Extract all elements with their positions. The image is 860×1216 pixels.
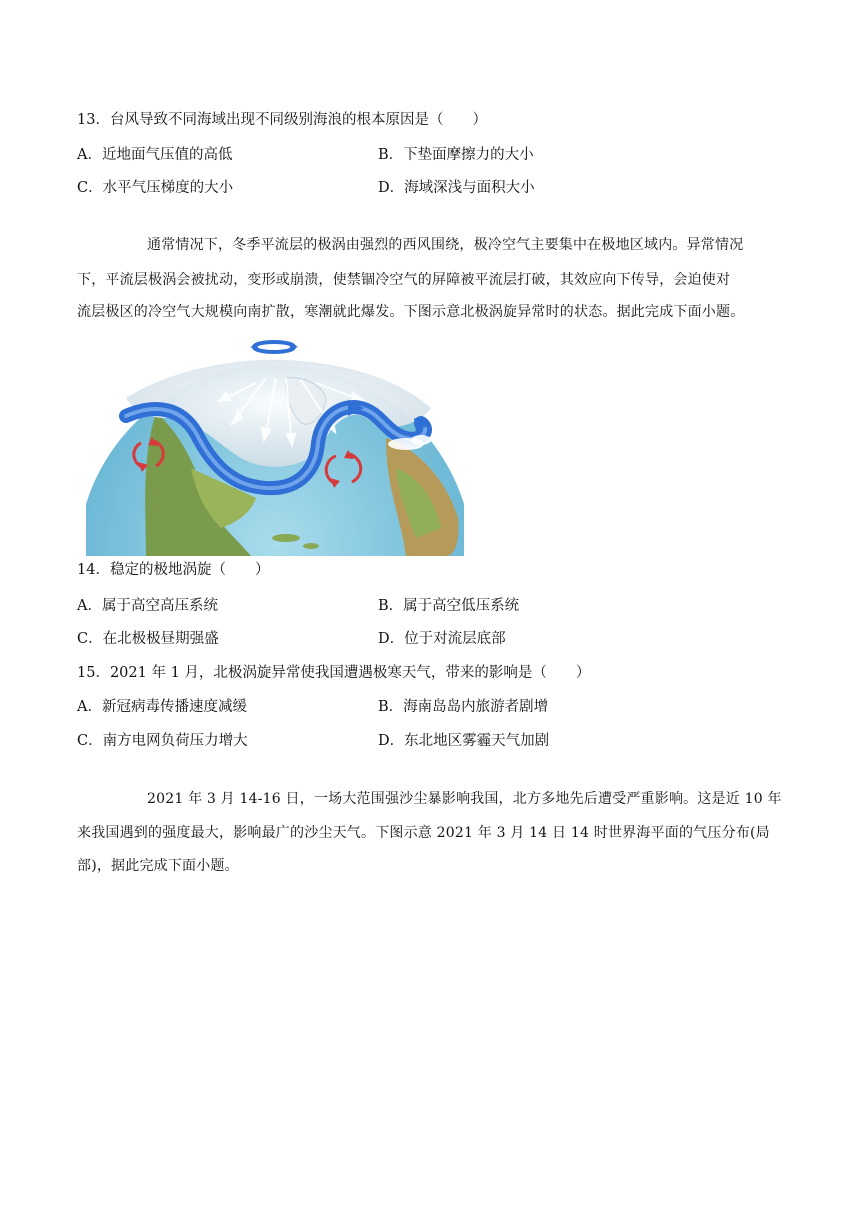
q13-option-d: D．海域深浅与面积大小: [378, 180, 535, 196]
q14-stem: 14．稳定的极地涡旋（ ）: [77, 562, 270, 578]
q13-stem: 13．台风导致不同海域出现不同级别海浪的根本原因是（ ）: [77, 112, 487, 128]
q15-stem: 15．2021 年 1 月，北极涡旋异常使我国遭遇极寒天气，带来的影响是（ ）: [77, 665, 591, 681]
passage2-line-1: 2021 年 3 月 14-16 日，一场大范围强沙尘暴影响我国，北方多地先后遭受严重影响。这是近 10 年: [147, 791, 782, 807]
q13-option-c: C．水平气压梯度的大小: [77, 180, 234, 196]
q14-option-d: D．位于对流层底部: [378, 631, 506, 647]
q14-option-b: B．属于高空低压系统: [378, 598, 520, 614]
passage1-line-1: 通常情况下，冬季平流层的极涡由强烈的西风围绕，极冷空气主要集中在极地区域内。异常情况: [147, 237, 744, 253]
passage2-line-2: 来我国遇到的强度最大，影响最广的沙尘天气。下图示意 2021 年 3 月 14 日 14 时世界海平面的气压分布(局: [77, 825, 770, 841]
passage2-line-3: 部)，据此完成下面小题。: [77, 858, 239, 874]
q15-option-d: D．东北地区雾霾天气加剧: [378, 733, 550, 749]
q15-option-b: B．海南岛岛内旅游者剧增: [378, 699, 549, 715]
q14-option-c: C．在北极极昼期强盛: [77, 631, 219, 647]
q13-option-b: B．下垫面摩擦力的大小: [378, 147, 534, 163]
polar-vortex-globe-figure: [86, 338, 464, 556]
polar-vortex-rotation-icon: [250, 342, 298, 352]
q14-option-a: A．属于高空高压系统: [77, 598, 218, 614]
passage1-line-2: 下，平流层极涡会被扰动，变形或崩溃，使禁锢冷空气的屏障被平流层打破，其效应向下传导，会迫使对: [77, 272, 731, 288]
q15-option-a: A．新冠病毒传播速度减缓: [77, 699, 247, 715]
passage1-line-3: 流层极区的冷空气大规模向南扩散，寒潮就此爆发。下图示意北极涡旋异常时的状态。据此完成下面小题。: [77, 304, 745, 320]
q13-option-a: A．近地面气压值的高低: [77, 147, 233, 163]
q15-option-c: C．南方电网负荷压力增大: [77, 733, 248, 749]
